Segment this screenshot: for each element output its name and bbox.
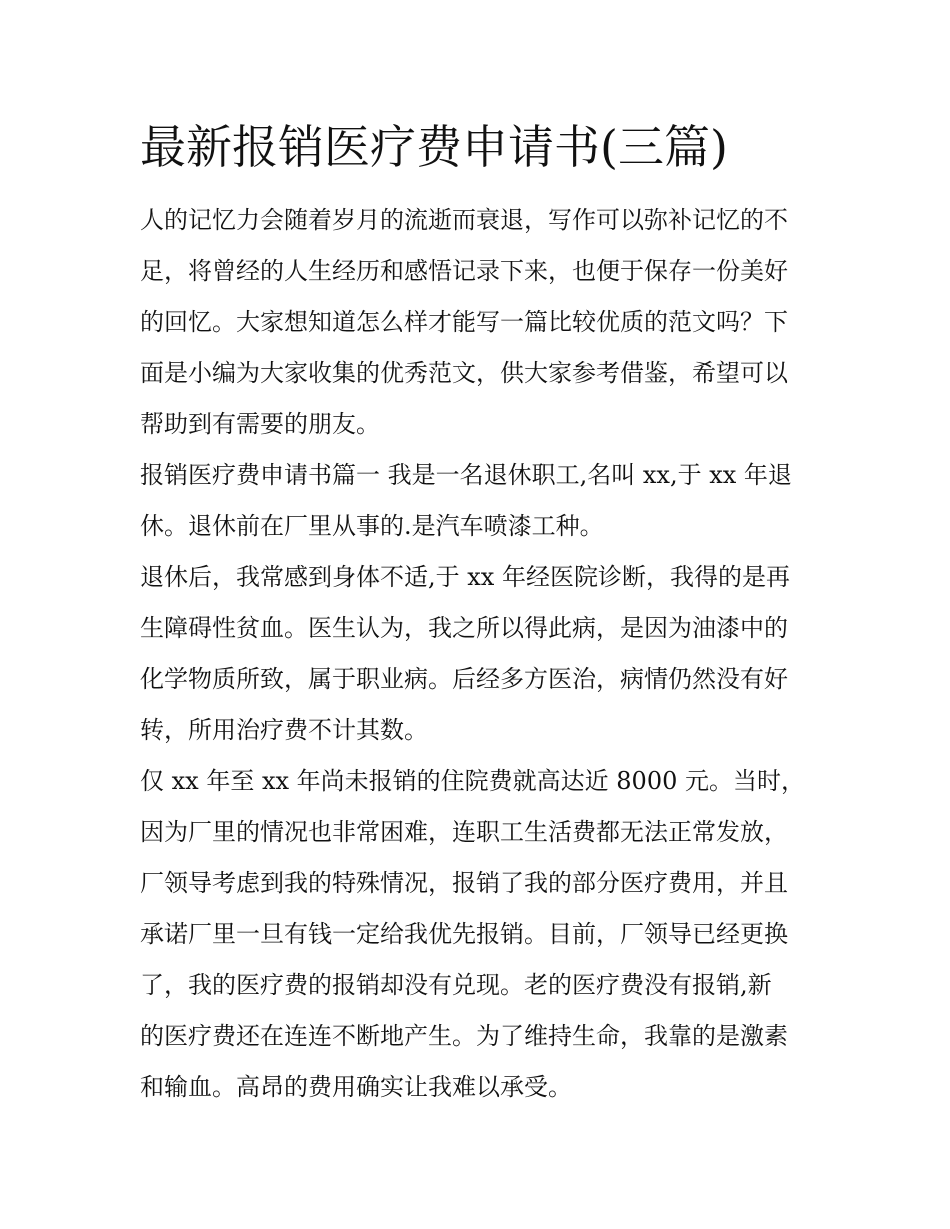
- document-title: 最新报销医疗费申请书(三篇): [140, 120, 728, 174]
- body-line: 报销医疗费申请书篇一 我是一名退休职工,名叫 xx,于 xx 年退: [140, 461, 792, 489]
- body-line: 的回忆。大家想知道怎么样才能写一篇比较优质的范文吗？下: [140, 308, 788, 336]
- body-line: 承诺厂里一旦有钱一定给我优先报销。目前，厂领导已经更换: [140, 920, 788, 948]
- body-line: 仅 xx 年至 xx 年尚未报销的住院费就高达近 8000 元。当时，: [140, 767, 805, 795]
- body-line: 的医疗费还在连连不断地产生。为了维持生命，我靠的是激素: [140, 1022, 788, 1050]
- body-line: 帮助到有需要的朋友。: [140, 410, 380, 438]
- body-line: 厂领导考虑到我的特殊情况，报销了我的部分医疗费用，并且: [140, 869, 788, 897]
- body-line: 面是小编为大家收集的优秀范文，供大家参考借鉴，希望可以: [140, 359, 788, 387]
- document-body: [140, 195, 812, 1113]
- body-line: 因为厂里的情况也非常困难，连职工生活费都无法正常发放，: [140, 818, 788, 846]
- body-line: 退休后，我常感到身体不适,于 xx 年经医院诊断，我得的是再: [140, 563, 790, 591]
- body-line: 人的记忆力会随着岁月的流逝而衰退，写作可以弥补记忆的不: [140, 206, 788, 234]
- body-line: 足，将曾经的人生经历和感悟记录下来，也便于保存一份美好: [140, 257, 788, 285]
- body-line: 生障碍性贫血。医生认为，我之所以得此病，是因为油漆中的: [140, 614, 788, 642]
- body-line: 了，我的医疗费的报销却没有兑现。老的医疗费没有报销,新: [140, 971, 772, 999]
- body-line: 化学物质所致，属于职业病。后经多方医治，病情仍然没有好: [140, 665, 788, 693]
- body-line: 转，所用治疗费不计其数。: [140, 716, 428, 744]
- body-line: 和输血。高昂的费用确实让我难以承受。: [140, 1073, 572, 1101]
- body-line: 休。退休前在厂里从事的.是汽车喷漆工种。: [140, 512, 604, 540]
